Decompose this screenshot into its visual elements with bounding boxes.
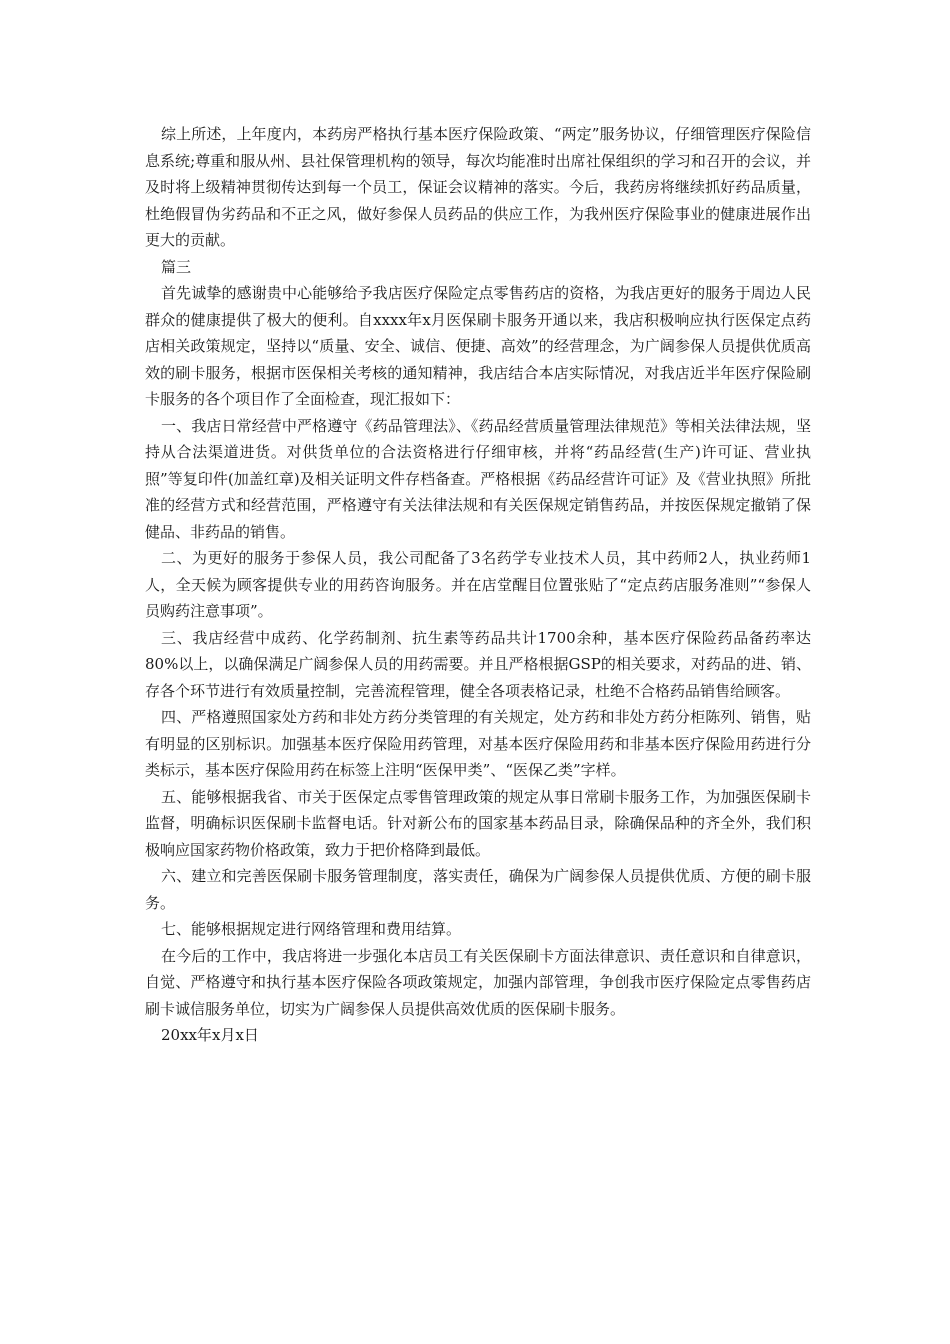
section-heading: 篇三 [161, 257, 192, 276]
item-paragraph-5: 五、能够根据我省、市关于医保定点零售管理政策的规定从事日常刷卡服务工作，为加强医保刷卡监督，明确标识医保刷卡监督电话。针对新公布的国家基本药品目录，除确保品种的齐全外，我们积极响应国家药物价格政策，致力于把价格降到最低。 [145, 787, 811, 859]
document-date: 20xx年x月x日 [161, 1026, 259, 1044]
item-paragraph-1: 一、我店日常经营中严格遵守《药品管理法》、《药品经营质量管理法律规范》等相关法律法规，坚持从合法渠道进货。对供货单位的合法资格进行仔细审核，并将“药品经营(生产)许可证、营业执照”等复印件(加盖红章)及相关证明文件存档备查。严格根据《药品经营许可证》及《营业执照》所批准的经营方式和经营范围，严格遵守有关法律法规和有关医保规定销售药品，并按医保规定撤销了保健品、非药品的销售。 [145, 416, 811, 541]
item-paragraph-6: 六、建立和完善医保刷卡服务管理制度，落实责任，确保为广阔参保人员提供优质、方便的刷卡服务。 [145, 867, 811, 912]
summary-paragraph: 综上所述，上年度内，本药房严格执行基本医疗保险政策、“两定”服务协议，仔细管理医疗保险信息系统;尊重和服从州、县社保管理机构的领导，每次均能准时出席社保组织的学习和召开的会议，并及时将上级精神贯彻传达到每一个员工，保证会议精神的落实。今后，我药房将继续抓好药品质量，杜绝假冒伪劣药品和不正之风，做好参保人员药品的供应工作，为我州医疗保险事业的健康进展作出更大的贡献。 [145, 125, 811, 249]
item-paragraph-2: 二、为更好的服务于参保人员，我公司配备了3名药学专业技术人员，其中药师2人，执业药师1人，全天候为顾客提供专业的用药咨询服务。并在店堂醒目位置张贴了“定点药店服务准则”“参保人员购药注意事项”。 [145, 549, 811, 620]
document-body [145, 121, 811, 1049]
item-paragraph-4: 四、严格遵照国家处方药和非处方药分类管理的有关规定，处方药和非处方药分柜陈列、销售，贴有明显的区别标识。加强基本医疗保险用药管理，对基本医疗保险用药和非基本医疗保险用药进行分类标示，基本医疗保险用药在标签上注明“医保甲类”、“医保乙类”字样。 [145, 708, 811, 779]
closing-paragraph: 在今后的工作中，我店将进一步强化本店员工有关医保刷卡方面法律意识、责任意识和自律意识，自觉、严格遵守和执行基本医疗保险各项政策规定，加强内部管理，争创我市医疗保险定点零售药店刷卡诚信服务单位，切实为广阔参保人员提供高效优质的医保刷卡服务。 [145, 946, 811, 1018]
intro-paragraph: 首先诚挚的感谢贵中心能够给予我店医疗保险定点零售药店的资格，为我店更好的服务于周边人民群众的健康提供了极大的便利。自xxxx年x月医保刷卡服务开通以来，我店积极响应执行医保定点药店相关政策规定，坚持以“质量、安全、诚信、便捷、高效”的经营理念，为广阔参保人员提供优质高效的刷卡服务，根据市医保相关考核的通知精神，我店结合本店实际情况，对我店近半年医疗保险刷卡服务的各个项目作了全面检查，现汇报如下： [145, 284, 811, 408]
item-paragraph-7: 七、能够根据规定进行网络管理和费用结算。 [161, 920, 462, 938]
item-paragraph-3: 三、我店经营中成药、化学药制剂、抗生素等药品共计1700余种，基本医疗保险药品备药率达80%以上，以确保满足广阔参保人员的用药需要。并且严格根据GSP的相关要求，对药品的进、销、存各个环节进行有效质量控制，完善流程管理，健全各项表格记录，杜绝不合格药品销售给顾客。 [145, 628, 811, 700]
